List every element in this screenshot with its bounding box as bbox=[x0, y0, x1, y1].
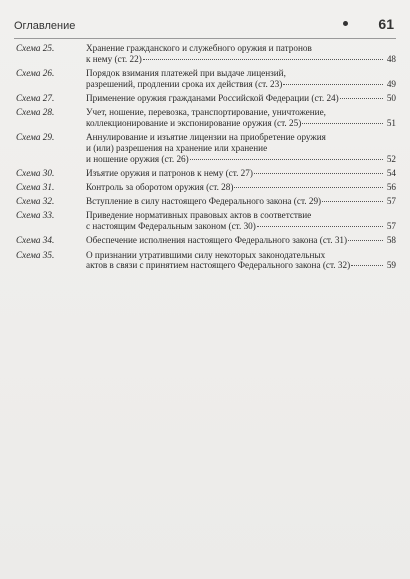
toc-entry-text-line: и (или) разрешения на хранение или хранение bbox=[86, 142, 268, 153]
toc-entry-text-line: разрешений, продлении срока их действия (ст. 23) bbox=[86, 78, 283, 89]
bullet-icon bbox=[343, 21, 348, 26]
running-header bbox=[14, 16, 396, 39]
dot-leader bbox=[254, 173, 383, 174]
toc-entry-text-line: Порядок взимания платежей при выдаче лицензий, bbox=[86, 67, 286, 78]
toc-entry-last-line bbox=[86, 154, 396, 165]
toc-entry-page: 57 bbox=[386, 221, 396, 232]
toc-entry-text-line: к нему (ст. 22) bbox=[86, 53, 142, 64]
toc-entry-text-line: Изъятие оружия и патронов к нему (ст. 27) bbox=[86, 167, 253, 178]
toc-entry-label: Схема 30. bbox=[16, 167, 55, 178]
toc-entry[interactable] bbox=[16, 196, 396, 207]
toc-entry[interactable] bbox=[16, 210, 396, 232]
toc-entry-page: 52 bbox=[386, 153, 396, 164]
toc-entry-label: Схема 25. bbox=[16, 43, 55, 53]
toc-entry-text-line: и ношение оружия (ст. 26) bbox=[86, 153, 189, 164]
toc-entry-page: 56 bbox=[386, 182, 396, 193]
toc-entry-label: Схема 35. bbox=[16, 249, 55, 260]
toc-entry-text-line: Приведение нормативных правовых актов в соответствие bbox=[86, 210, 312, 221]
dot-leader bbox=[348, 240, 383, 241]
toc-entry-last-line bbox=[86, 260, 396, 271]
table-of-contents bbox=[16, 43, 396, 275]
toc-entry-text-line: Аннулирование и изъятие лицензии на приобретение оружия bbox=[86, 132, 326, 143]
toc-entry-text-line: Хранение гражданского и служебного оружия и патронов bbox=[86, 43, 312, 53]
toc-entry[interactable] bbox=[16, 168, 396, 179]
toc-entry-page: 57 bbox=[386, 196, 396, 207]
toc-entry[interactable] bbox=[16, 132, 396, 164]
toc-entry[interactable] bbox=[16, 182, 396, 193]
toc-entry-page: 48 bbox=[386, 53, 396, 64]
toc-entry[interactable] bbox=[16, 250, 396, 272]
dot-leader bbox=[351, 265, 383, 266]
toc-entry-label: Схема 32. bbox=[16, 196, 55, 207]
toc-entry-page: 59 bbox=[386, 260, 396, 271]
toc-entry-last-line bbox=[86, 79, 396, 90]
toc-entry-last-line bbox=[86, 168, 396, 179]
running-title: Оглавление bbox=[14, 20, 76, 32]
toc-entry-last-line bbox=[86, 235, 396, 246]
dot-leader bbox=[340, 98, 383, 99]
page-number: 61 bbox=[378, 16, 394, 32]
toc-entry-last-line bbox=[86, 93, 396, 104]
toc-entry-text-line: Обеспечение исполнения настоящего Федерального закона (ст. 31) bbox=[86, 235, 348, 246]
toc-entry-label: Схема 28. bbox=[16, 107, 55, 118]
toc-entry-last-line bbox=[86, 54, 396, 65]
toc-entry-text-line: коллекционирование и экспонирование оружия (ст. 25) bbox=[86, 117, 302, 128]
toc-entry[interactable] bbox=[16, 93, 396, 104]
dot-leader bbox=[302, 123, 383, 124]
dot-leader bbox=[257, 226, 383, 227]
toc-entry-page: 54 bbox=[386, 167, 396, 178]
toc-entry-text-line: О признании утратившими силу некоторых законодательных bbox=[86, 249, 326, 260]
toc-entry-page: 58 bbox=[386, 235, 396, 246]
toc-entry-text-line: с настоящим Федеральным законом (ст. 30) bbox=[86, 221, 256, 232]
dot-leader bbox=[322, 201, 383, 202]
toc-entry[interactable] bbox=[16, 107, 396, 129]
toc-entry-text-line: актов в связи с принятием настоящего Федерального закона (ст. 32) bbox=[86, 260, 351, 271]
toc-entry-label: Схема 33. bbox=[16, 210, 55, 221]
toc-entry-last-line bbox=[86, 196, 396, 207]
toc-entry-text-line: Учет, ношение, перевозка, транспортирование, уничтожение, bbox=[86, 107, 326, 118]
toc-entry-label: Схема 27. bbox=[16, 92, 55, 103]
toc-entry-page: 49 bbox=[386, 78, 396, 89]
toc-entry[interactable] bbox=[16, 235, 396, 246]
toc-entry[interactable] bbox=[16, 43, 396, 65]
toc-entry-text-line: Вступление в силу настоящего Федерального закона (ст. 29) bbox=[86, 196, 322, 207]
toc-entry-page: 50 bbox=[386, 92, 396, 103]
toc-entry-last-line bbox=[86, 182, 396, 193]
toc-entry-label: Схема 26. bbox=[16, 67, 55, 78]
toc-entry-text-line: Контроль за оборотом оружия (ст. 28) bbox=[86, 182, 234, 193]
dot-leader bbox=[283, 84, 383, 85]
toc-entry-label: Схема 29. bbox=[16, 132, 55, 143]
toc-entry-last-line bbox=[86, 221, 396, 232]
toc-entry-text-line: Применение оружия гражданами Российской Федерации (ст. 24) bbox=[86, 92, 339, 103]
toc-entry-last-line bbox=[86, 118, 396, 129]
toc-entry[interactable] bbox=[16, 68, 396, 90]
dot-leader bbox=[234, 187, 383, 188]
toc-entry-label: Схема 31. bbox=[16, 182, 55, 193]
toc-entry-page: 51 bbox=[386, 117, 396, 128]
dot-leader bbox=[190, 159, 383, 160]
toc-entry-label: Схема 34. bbox=[16, 235, 55, 246]
dot-leader bbox=[143, 59, 383, 60]
